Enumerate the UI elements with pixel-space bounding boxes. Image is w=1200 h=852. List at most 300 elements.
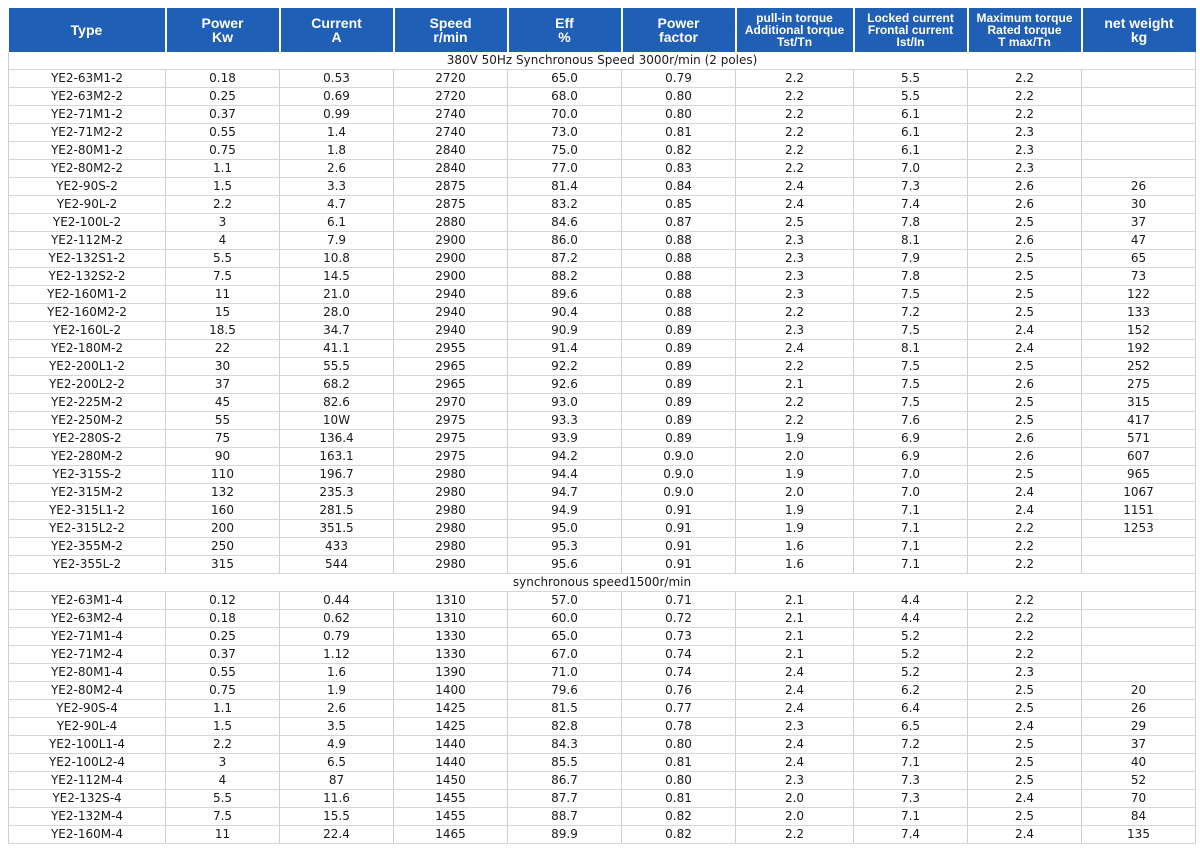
motor-spec-table-container <box>8 8 1195 844</box>
table-cell-power: 55 <box>166 412 280 430</box>
table-cell-net-weight: 30 <box>1082 196 1196 214</box>
table-cell-power: 250 <box>166 538 280 556</box>
table-cell-locked-current: 7.5 <box>854 322 968 340</box>
table-row <box>9 322 1196 340</box>
table-cell-power-factor: 0.80 <box>622 736 736 754</box>
column-header-locked-current <box>854 8 968 52</box>
table-cell-maximum-torque: 2.6 <box>968 232 1082 250</box>
table-cell-net-weight <box>1082 142 1196 160</box>
table-cell-speed: 2720 <box>394 88 508 106</box>
table-row <box>9 736 1196 754</box>
table-row <box>9 826 1196 844</box>
table-cell-power-factor: 0.80 <box>622 88 736 106</box>
table-cell-speed: 1310 <box>394 610 508 628</box>
table-cell-net-weight: 37 <box>1082 214 1196 232</box>
table-cell-locked-current: 7.5 <box>854 376 968 394</box>
table-cell-pull-in-torque: 2.3 <box>736 250 854 268</box>
table-cell-type: YE2-280M-2 <box>9 448 166 466</box>
table-cell-speed: 2880 <box>394 214 508 232</box>
table-row <box>9 754 1196 772</box>
table-cell-maximum-torque: 2.4 <box>968 790 1082 808</box>
table-cell-maximum-torque: 2.4 <box>968 502 1082 520</box>
table-cell-speed: 2740 <box>394 106 508 124</box>
table-cell-power: 15 <box>166 304 280 322</box>
table-cell-eff: 84.3 <box>508 736 622 754</box>
table-row <box>9 664 1196 682</box>
table-cell-eff: 93.3 <box>508 412 622 430</box>
table-cell-power-factor: 0.9.0 <box>622 466 736 484</box>
table-cell-maximum-torque: 2.5 <box>968 754 1082 772</box>
table-cell-power: 22 <box>166 340 280 358</box>
table-cell-eff: 79.6 <box>508 682 622 700</box>
table-cell-locked-current: 7.3 <box>854 178 968 196</box>
table-cell-power: 0.55 <box>166 124 280 142</box>
table-cell-locked-current: 7.8 <box>854 214 968 232</box>
table-cell-type: YE2-160L-2 <box>9 322 166 340</box>
table-cell-type: YE2-355L-2 <box>9 556 166 574</box>
table-cell-pull-in-torque: 2.2 <box>736 826 854 844</box>
table-cell-speed: 2975 <box>394 448 508 466</box>
table-cell-current: 7.9 <box>280 232 394 250</box>
table-cell-power-factor: 0.71 <box>622 592 736 610</box>
table-row <box>9 772 1196 790</box>
table-cell-type: YE2-80M2-4 <box>9 682 166 700</box>
table-cell-current: 4.9 <box>280 736 394 754</box>
table-cell-pull-in-torque: 2.0 <box>736 808 854 826</box>
table-cell-current: 1.12 <box>280 646 394 664</box>
table-cell-speed: 2720 <box>394 70 508 88</box>
column-header-line: Maximum torque <box>976 11 1073 25</box>
table-cell-pull-in-torque: 2.1 <box>736 646 854 664</box>
table-cell-eff: 70.0 <box>508 106 622 124</box>
table-cell-locked-current: 7.1 <box>854 556 968 574</box>
table-cell-current: 1.6 <box>280 664 394 682</box>
table-cell-power-factor: 0.88 <box>622 268 736 286</box>
table-row <box>9 610 1196 628</box>
table-cell-eff: 95.0 <box>508 520 622 538</box>
table-cell-type: YE2-80M2-2 <box>9 160 166 178</box>
table-cell-power-factor: 0.89 <box>622 412 736 430</box>
table-cell-locked-current: 7.2 <box>854 736 968 754</box>
table-cell-type: YE2-132M-4 <box>9 808 166 826</box>
table-body <box>9 52 1196 844</box>
table-cell-current: 6.1 <box>280 214 394 232</box>
table-row <box>9 646 1196 664</box>
column-header-line: Current <box>311 15 362 31</box>
table-cell-type: YE2-200L1-2 <box>9 358 166 376</box>
table-cell-eff: 77.0 <box>508 160 622 178</box>
column-header-power-factor <box>622 8 736 52</box>
table-cell-locked-current: 7.1 <box>854 520 968 538</box>
table-cell-eff: 81.5 <box>508 700 622 718</box>
table-cell-pull-in-torque: 2.0 <box>736 448 854 466</box>
table-cell-current: 2.6 <box>280 160 394 178</box>
table-cell-net-weight <box>1082 556 1196 574</box>
column-header-line: Type <box>70 22 103 38</box>
table-cell-eff: 73.0 <box>508 124 622 142</box>
table-cell-type: YE2-100L2-4 <box>9 754 166 772</box>
table-cell-speed: 2840 <box>394 142 508 160</box>
table-cell-maximum-torque: 2.2 <box>968 520 1082 538</box>
table-cell-eff: 75.0 <box>508 142 622 160</box>
table-cell-current: 10W <box>280 412 394 430</box>
table-cell-power-factor: 0.82 <box>622 826 736 844</box>
table-cell-pull-in-torque: 2.3 <box>736 232 854 250</box>
table-cell-power-factor: 0.82 <box>622 142 736 160</box>
section-title: 380V 50Hz Synchronous Speed 3000r/min (2 poles) <box>9 52 1196 70</box>
table-cell-eff: 68.0 <box>508 88 622 106</box>
table-cell-locked-current: 7.0 <box>854 160 968 178</box>
table-cell-pull-in-torque: 2.2 <box>736 106 854 124</box>
table-cell-current: 196.7 <box>280 466 394 484</box>
table-cell-locked-current: 7.3 <box>854 790 968 808</box>
table-row <box>9 682 1196 700</box>
column-header-line: Eff <box>555 15 574 31</box>
table-cell-net-weight: 252 <box>1082 358 1196 376</box>
table-cell-locked-current: 7.5 <box>854 286 968 304</box>
column-header-line: factor <box>659 29 698 45</box>
table-cell-speed: 2980 <box>394 556 508 574</box>
table-cell-maximum-torque: 2.2 <box>968 556 1082 574</box>
table-cell-power: 0.25 <box>166 88 280 106</box>
table-cell-speed: 2875 <box>394 196 508 214</box>
table-cell-power-factor: 0.91 <box>622 502 736 520</box>
table-row <box>9 286 1196 304</box>
table-row <box>9 358 1196 376</box>
table-cell-current: 163.1 <box>280 448 394 466</box>
table-cell-locked-current: 5.5 <box>854 70 968 88</box>
table-cell-type: YE2-250M-2 <box>9 412 166 430</box>
table-cell-eff: 82.8 <box>508 718 622 736</box>
table-cell-power: 1.1 <box>166 700 280 718</box>
table-cell-net-weight: 26 <box>1082 700 1196 718</box>
table-cell-speed: 1425 <box>394 700 508 718</box>
table-cell-power-factor: 0.79 <box>622 70 736 88</box>
table-cell-type: YE2-71M2-4 <box>9 646 166 664</box>
table-cell-speed: 2980 <box>394 502 508 520</box>
table-cell-speed: 1455 <box>394 790 508 808</box>
table-cell-eff: 84.6 <box>508 214 622 232</box>
table-cell-pull-in-torque: 2.4 <box>736 754 854 772</box>
table-cell-maximum-torque: 2.6 <box>968 376 1082 394</box>
table-cell-pull-in-torque: 2.0 <box>736 790 854 808</box>
table-cell-maximum-torque: 2.5 <box>968 412 1082 430</box>
table-cell-pull-in-torque: 2.1 <box>736 592 854 610</box>
table-cell-net-weight: 84 <box>1082 808 1196 826</box>
column-header-line: net weight <box>1104 15 1174 31</box>
table-cell-pull-in-torque: 1.9 <box>736 466 854 484</box>
table-cell-current: 281.5 <box>280 502 394 520</box>
table-cell-type: YE2-132S-4 <box>9 790 166 808</box>
table-cell-speed: 1450 <box>394 772 508 790</box>
table-cell-type: YE2-200L2-2 <box>9 376 166 394</box>
table-row <box>9 466 1196 484</box>
table-cell-current: 6.5 <box>280 754 394 772</box>
table-cell-pull-in-torque: 2.2 <box>736 142 854 160</box>
table-cell-speed: 2975 <box>394 412 508 430</box>
table-cell-power: 0.55 <box>166 664 280 682</box>
table-cell-speed: 2980 <box>394 538 508 556</box>
table-cell-maximum-torque: 2.2 <box>968 610 1082 628</box>
table-row <box>9 430 1196 448</box>
table-cell-maximum-torque: 2.6 <box>968 196 1082 214</box>
table-cell-eff: 89.6 <box>508 286 622 304</box>
table-cell-maximum-torque: 2.5 <box>968 772 1082 790</box>
table-cell-power: 5.5 <box>166 250 280 268</box>
table-cell-power-factor: 0.88 <box>622 304 736 322</box>
table-cell-pull-in-torque: 2.2 <box>736 124 854 142</box>
table-cell-net-weight: 152 <box>1082 322 1196 340</box>
table-cell-power: 7.5 <box>166 268 280 286</box>
table-cell-type: YE2-63M1-4 <box>9 592 166 610</box>
table-cell-power: 11 <box>166 286 280 304</box>
table-cell-maximum-torque: 2.6 <box>968 178 1082 196</box>
table-cell-power-factor: 0.81 <box>622 124 736 142</box>
table-row <box>9 70 1196 88</box>
table-cell-eff: 83.2 <box>508 196 622 214</box>
table-cell-power: 11 <box>166 826 280 844</box>
table-cell-locked-current: 6.5 <box>854 718 968 736</box>
table-cell-current: 11.6 <box>280 790 394 808</box>
table-cell-type: YE2-71M1-2 <box>9 106 166 124</box>
table-cell-pull-in-torque: 2.3 <box>736 322 854 340</box>
table-cell-pull-in-torque: 2.2 <box>736 412 854 430</box>
table-cell-type: YE2-355M-2 <box>9 538 166 556</box>
table-cell-type: YE2-112M-2 <box>9 232 166 250</box>
table-cell-locked-current: 7.5 <box>854 394 968 412</box>
table-cell-type: YE2-80M1-2 <box>9 142 166 160</box>
table-cell-power: 0.37 <box>166 646 280 664</box>
table-cell-power: 2.2 <box>166 196 280 214</box>
table-cell-type: YE2-71M1-4 <box>9 628 166 646</box>
table-cell-eff: 94.7 <box>508 484 622 502</box>
table-cell-maximum-torque: 2.3 <box>968 124 1082 142</box>
table-cell-speed: 2980 <box>394 484 508 502</box>
table-cell-type: YE2-63M2-2 <box>9 88 166 106</box>
table-cell-locked-current: 6.9 <box>854 448 968 466</box>
table-cell-maximum-torque: 2.4 <box>968 322 1082 340</box>
table-cell-eff: 88.7 <box>508 808 622 826</box>
table-cell-eff: 88.2 <box>508 268 622 286</box>
table-cell-eff: 91.4 <box>508 340 622 358</box>
table-cell-type: YE2-63M2-4 <box>9 610 166 628</box>
table-cell-power-factor: 0.84 <box>622 178 736 196</box>
table-cell-maximum-torque: 2.3 <box>968 664 1082 682</box>
table-cell-pull-in-torque: 2.2 <box>736 394 854 412</box>
table-cell-maximum-torque: 2.2 <box>968 70 1082 88</box>
table-cell-maximum-torque: 2.3 <box>968 142 1082 160</box>
table-cell-current: 15.5 <box>280 808 394 826</box>
table-cell-power: 37 <box>166 376 280 394</box>
column-header-line: kg <box>1130 29 1148 45</box>
table-cell-power-factor: 0.85 <box>622 196 736 214</box>
table-cell-current: 22.4 <box>280 826 394 844</box>
table-cell-power-factor: 0.74 <box>622 646 736 664</box>
table-cell-power: 4 <box>166 772 280 790</box>
table-cell-power: 75 <box>166 430 280 448</box>
table-cell-power-factor: 0.78 <box>622 718 736 736</box>
table-cell-eff: 92.6 <box>508 376 622 394</box>
column-header-line: Additional torque <box>744 23 845 37</box>
table-cell-current: 14.5 <box>280 268 394 286</box>
table-cell-speed: 1310 <box>394 592 508 610</box>
table-cell-power: 110 <box>166 466 280 484</box>
table-cell-current: 433 <box>280 538 394 556</box>
table-cell-power-factor: 0.76 <box>622 682 736 700</box>
table-cell-net-weight: 20 <box>1082 682 1196 700</box>
table-cell-type: YE2-132S2-2 <box>9 268 166 286</box>
table-cell-power-factor: 0.91 <box>622 556 736 574</box>
table-cell-maximum-torque: 2.5 <box>968 268 1082 286</box>
table-cell-type: YE2-315S-2 <box>9 466 166 484</box>
table-cell-power: 7.5 <box>166 808 280 826</box>
table-cell-pull-in-torque: 2.4 <box>736 736 854 754</box>
table-cell-pull-in-torque: 2.5 <box>736 214 854 232</box>
table-cell-power-factor: 0.80 <box>622 106 736 124</box>
table-cell-maximum-torque: 2.5 <box>968 286 1082 304</box>
table-cell-speed: 2875 <box>394 178 508 196</box>
table-cell-speed: 1465 <box>394 826 508 844</box>
table-row <box>9 214 1196 232</box>
table-cell-current: 1.4 <box>280 124 394 142</box>
table-cell-maximum-torque: 2.4 <box>968 718 1082 736</box>
table-cell-speed: 2980 <box>394 520 508 538</box>
table-cell-speed: 2980 <box>394 466 508 484</box>
table-cell-speed: 1400 <box>394 682 508 700</box>
table-cell-maximum-torque: 2.5 <box>968 682 1082 700</box>
table-cell-locked-current: 7.6 <box>854 412 968 430</box>
table-cell-speed: 1425 <box>394 718 508 736</box>
table-cell-locked-current: 8.1 <box>854 340 968 358</box>
section-title-row <box>9 574 1196 592</box>
table-cell-type: YE2-160M1-2 <box>9 286 166 304</box>
table-cell-locked-current: 6.1 <box>854 106 968 124</box>
table-row <box>9 412 1196 430</box>
table-cell-speed: 2900 <box>394 268 508 286</box>
table-cell-current: 0.99 <box>280 106 394 124</box>
table-cell-current: 2.6 <box>280 700 394 718</box>
table-cell-maximum-torque: 2.2 <box>968 88 1082 106</box>
table-cell-type: YE2-80M1-4 <box>9 664 166 682</box>
motor-spec-table <box>8 8 1196 844</box>
table-cell-net-weight: 275 <box>1082 376 1196 394</box>
table-cell-type: YE2-280S-2 <box>9 430 166 448</box>
table-cell-current: 0.79 <box>280 628 394 646</box>
table-cell-power-factor: 0.80 <box>622 772 736 790</box>
table-cell-net-weight: 29 <box>1082 718 1196 736</box>
table-cell-power-factor: 0.91 <box>622 538 736 556</box>
table-cell-power: 200 <box>166 520 280 538</box>
table-cell-power: 0.75 <box>166 682 280 700</box>
table-cell-locked-current: 7.2 <box>854 304 968 322</box>
table-cell-power-factor: 0.82 <box>622 808 736 826</box>
table-cell-type: YE2-90S-4 <box>9 700 166 718</box>
table-cell-power: 0.18 <box>166 70 280 88</box>
table-cell-speed: 2940 <box>394 286 508 304</box>
table-cell-speed: 2900 <box>394 232 508 250</box>
table-cell-pull-in-torque: 2.1 <box>736 610 854 628</box>
table-cell-power-factor: 0.89 <box>622 430 736 448</box>
table-cell-current: 68.2 <box>280 376 394 394</box>
table-cell-locked-current: 6.2 <box>854 682 968 700</box>
table-cell-maximum-torque: 2.5 <box>968 358 1082 376</box>
table-row <box>9 268 1196 286</box>
column-header-line: Rated torque <box>987 23 1062 37</box>
table-cell-locked-current: 6.9 <box>854 430 968 448</box>
table-cell-power: 2.2 <box>166 736 280 754</box>
table-cell-net-weight: 135 <box>1082 826 1196 844</box>
table-cell-speed: 1390 <box>394 664 508 682</box>
column-header-current <box>280 8 394 52</box>
table-cell-current: 351.5 <box>280 520 394 538</box>
table-cell-power: 30 <box>166 358 280 376</box>
table-cell-pull-in-torque: 2.2 <box>736 358 854 376</box>
table-row <box>9 106 1196 124</box>
table-cell-type: YE2-315L2-2 <box>9 520 166 538</box>
table-cell-pull-in-torque: 2.4 <box>736 340 854 358</box>
table-cell-locked-current: 7.1 <box>854 754 968 772</box>
table-cell-locked-current: 7.8 <box>854 268 968 286</box>
table-cell-locked-current: 6.4 <box>854 700 968 718</box>
table-header <box>9 8 1196 52</box>
table-cell-pull-in-torque: 2.1 <box>736 376 854 394</box>
column-header-pull-in-torque <box>736 8 854 52</box>
column-header-line: Tst/Tn <box>776 35 813 49</box>
table-cell-speed: 2965 <box>394 376 508 394</box>
table-cell-eff: 94.2 <box>508 448 622 466</box>
table-cell-current: 0.69 <box>280 88 394 106</box>
table-cell-locked-current: 4.4 <box>854 610 968 628</box>
table-row <box>9 520 1196 538</box>
table-cell-power: 0.75 <box>166 142 280 160</box>
table-cell-type: YE2-132S1-2 <box>9 250 166 268</box>
table-cell-maximum-torque: 2.5 <box>968 214 1082 232</box>
table-cell-net-weight <box>1082 610 1196 628</box>
table-cell-maximum-torque: 2.3 <box>968 160 1082 178</box>
table-cell-power: 3 <box>166 214 280 232</box>
table-cell-speed: 1455 <box>394 808 508 826</box>
table-cell-pull-in-torque: 2.3 <box>736 268 854 286</box>
table-cell-net-weight: 122 <box>1082 286 1196 304</box>
table-cell-locked-current: 7.0 <box>854 466 968 484</box>
table-cell-current: 41.1 <box>280 340 394 358</box>
table-row <box>9 556 1196 574</box>
table-row <box>9 178 1196 196</box>
table-cell-current: 3.5 <box>280 718 394 736</box>
column-header-line: % <box>558 29 571 45</box>
table-cell-power: 4 <box>166 232 280 250</box>
table-cell-type: YE2-112M-4 <box>9 772 166 790</box>
table-cell-maximum-torque: 2.5 <box>968 250 1082 268</box>
table-row <box>9 88 1196 106</box>
table-cell-current: 34.7 <box>280 322 394 340</box>
column-header-line: Power <box>201 15 244 31</box>
table-cell-net-weight: 571 <box>1082 430 1196 448</box>
table-row <box>9 196 1196 214</box>
table-cell-current: 21.0 <box>280 286 394 304</box>
table-cell-power-factor: 0.81 <box>622 790 736 808</box>
table-cell-net-weight: 47 <box>1082 232 1196 250</box>
table-cell-pull-in-torque: 1.9 <box>736 430 854 448</box>
column-header-line: Speed <box>429 15 472 31</box>
table-cell-power: 0.18 <box>166 610 280 628</box>
table-cell-speed: 2955 <box>394 340 508 358</box>
table-cell-eff: 87.2 <box>508 250 622 268</box>
table-cell-eff: 93.9 <box>508 430 622 448</box>
table-cell-locked-current: 6.1 <box>854 124 968 142</box>
table-row <box>9 394 1196 412</box>
table-cell-eff: 94.4 <box>508 466 622 484</box>
